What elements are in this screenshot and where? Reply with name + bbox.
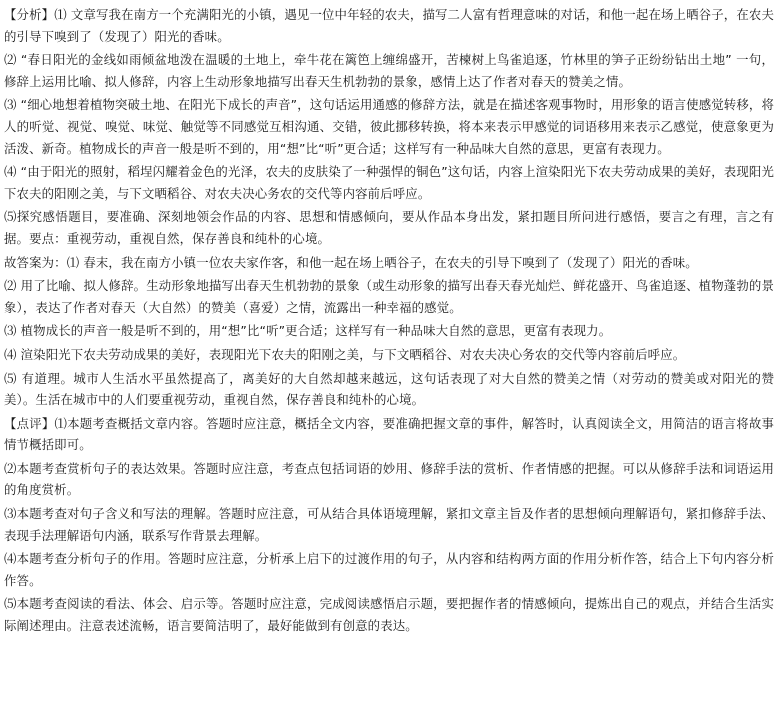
analysis-section: [4, 4, 774, 250]
analysis-paragraph-1: 【分析】⑴ 文章写我在南方一个充满阳光的小镇，遇见一位中年轻的农夫，描写二人富有哲理意味的对话，和他一起在场上晒谷子，在农夫的引导下嗅到了（发现了）阳光的香味。: [4, 7, 774, 44]
answer-paragraph-3: ⑶ 植物成长的声音一般是听不到的，用“想”比“听”更合适；这样写有一种品味大自然的意思，更富有表现力。: [4, 323, 612, 339]
comment-paragraph-4: ⑷本题考查分析句子的作用。答题时应注意，分析承上启下的过渡作用的句子，从内容和结构两方面的作用分析作答，结合上下句内容分析作答。: [4, 551, 774, 588]
analysis-paragraph-5: ⑸探究感悟题目，要准确、深刻地领会作品的内容、思想和情感倾向，要从作品本身出发，紧扣题目所问进行感悟，要言之有理，言之有据。要点：重视劳动，重视自然，保存善良和纯朴的心境。: [4, 209, 774, 246]
analysis-paragraph-3: ⑶ “细心地想着植物突破土地、在阳光下成长的声音”，这句话运用通感的修辞方法，就是在描述客观事物时，用形象的语言使感觉转移，将人的听觉、视觉、嗅觉、味觉、触觉等不同感觉互相沟通、交错，彼此挪移转换，将本来表示甲感觉的词语移用来表示乙感觉，使意象更为活泼、新奇。植物成长的声音一般是听不到的，用“想”比“听”更合适；这样写有一种品味大自然的意思，更富有表现力。: [4, 97, 774, 156]
comments-section: [4, 413, 774, 637]
comment-paragraph-3: ⑶本题考查对句子含义和写法的理解。答题时应注意，可从结合具体语境理解，紧扣文章主旨及作者的思想倾向理解语句，紧扣修辞手法、表现手法理解语句内涵，联系写作背景去理解。: [4, 506, 774, 543]
comment-paragraph-5: ⑸本题考查阅读的看法、体会、启示等。答题时应注意，完成阅读感悟启示题，要把握作者的情感倾向，提炼出自己的观点，并结合生活实际阐述理由。注意表述流畅，语言要简洁明了，最好能做到有创意的表达。: [4, 596, 774, 634]
analysis-paragraph-2: ⑵ “春日阳光的金线如雨倾盆地泼在温暖的土地上，牵牛花在篱笆上缠绵盛开，苦楝树上鸟雀追逐，竹林里的笋子正纷纷钻出土地” 一句，修辞上运用比喻、拟人修辞，内容上生动形象地描写出春天生机勃勃的景象，感情上达了作者对春天的赞美之情。: [4, 52, 774, 89]
answer-paragraph-2: ⑵ 用了比喻、拟人修辞。生动形象地描写出春天生机勃勃的景象（或生动形象的描写出春天春光灿烂、鲜花盛开、鸟雀追逐、植物蓬勃的景象），表达了作者对春天（大自然）的赞美（喜爱）之情，流露出一种幸福的感觉。: [4, 278, 774, 315]
comment-paragraph-1: 【点评】⑴本题考查概括文章内容。答题时应注意，概括全文内容，要准确把握文章的事件，解答时，认真阅读全文，用简洁的语言将故事情节概括即可。: [4, 415, 774, 453]
answers-section: [4, 252, 774, 411]
answer-paragraph-1: 故答案为：⑴ 春末，我在南方小镇一位农夫家作客，和他一起在场上晒谷子，在农夫的引导下嗅到了（发现了）阳光的香味。: [4, 254, 698, 270]
comment-paragraph-2: ⑵本题考查赏析句子的表达效果。答题时应注意，考查点包括词语的妙用、修辞手法的赏析、作者情感的把握。可以从修辞手法和词语运用的角度赏析。: [4, 460, 774, 498]
answer-paragraph-4: ⑷ 渲染阳光下农夫劳动成果的美好，表现阳光下农夫的阳刚之美，与下文晒稻谷、对农夫决心务农的交代等内容前后呼应。: [4, 346, 686, 362]
answer-paragraph-5: ⑸ 有道理。城市人生活水平虽然提高了，离美好的大自然却越来越远，这句话表现了对大自然的赞美之情（对劳动的赞美或对阳光的赞美）。生活在城市中的人们要重视劳动，重视自然，保存善良和纯朴的心境。: [4, 370, 774, 408]
analysis-paragraph-4: ⑷ “由于阳光的照射，稻埕闪耀着金色的光泽，农夫的皮肤染了一种强悍的铜色”这句话，内容上渲染阳光下农夫劳动成果的美好，表现阳光下农夫的阳刚之美，与下文晒稻谷、对农夫决心务农的交代等内容前后呼应。: [4, 164, 774, 201]
